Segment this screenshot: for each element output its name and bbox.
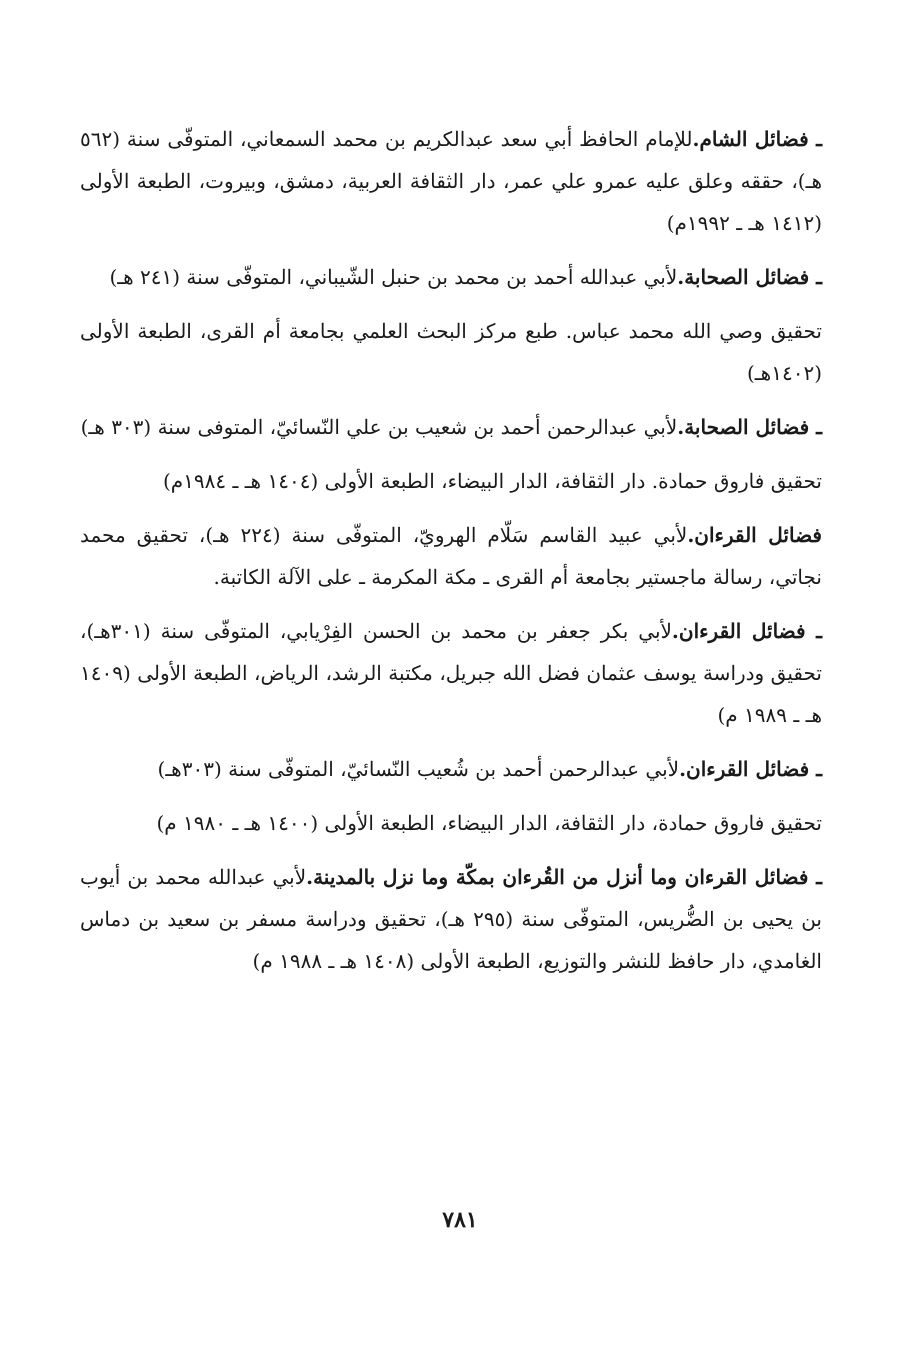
entry-text: لأبي عبدالرحمن أحمد بن شعيب بن علي النّسائيّ، المتوفى سنة (٣٠٣ هـ) <box>80 415 678 439</box>
entry-text: لأبي عبدالله محمد بن أيوب بن يحيى بن الضُّريس، المتوفّى سنة (٢٩٥ هـ)، تحقيق ودراسة مسفر بن سعيد بن دماس الغامدي، دار حافظ للنشر والتوزيع، الطبعة الأولى (١٤٠٨ هـ ـ ١٩٨٨ م) <box>80 865 822 973</box>
bibliography-entry <box>80 514 822 598</box>
entry-text: لأبي عبدالرحمن أحمد بن شُعيب النّسائيّ، المتوفّى سنة (٣٠٣هـ) <box>157 757 680 781</box>
entry-title: ـ فضائل القرءان. <box>671 619 822 643</box>
bibliography-page <box>80 118 822 994</box>
entry-note: تحقيق فاروق حمادة. دار الثقافة، الدار البيضاء، الطبعة الأولى (١٤٠٤ هـ ـ ١٩٨٤م) <box>162 469 822 493</box>
entry-title: ـ فضائل الشام. <box>692 127 822 151</box>
bibliography-entry <box>80 118 822 244</box>
entry-title: ـ فضائل الصحابة. <box>677 415 822 439</box>
entry-text: للإمام الحافظ أبي سعد عبدالكريم بن محمد السمعاني، المتوفّى سنة (٥٦٢ هـ)، حققه وعلق عليه عمرو علي عمر، دار الثقافة العربية، دمشق، وبيروت، الطبعة الأولى (١٤١٢ هـ ـ ١٩٩٢م) <box>80 127 822 235</box>
bibliography-entry <box>80 256 822 298</box>
entry-text: لأبي عبيد القاسم سَلّام الهرويّ، المتوفّى سنة (٢٢٤ هـ)، تحقيق محمد نجاتي، رسالة ماجستير بجامعة أم القرى ـ مكة المكرمة ـ على الآلة الكاتبة. <box>80 523 822 589</box>
page-number: ٧٨١ <box>442 1207 478 1233</box>
entry-text: لأبي بكر جعفر بن محمد بن الحسن الفِرْيابي، المتوفّى سنة (٣٠١هـ)، تحقيق ودراسة يوسف عثمان فضل الله جبريل، مكتبة الرشد، الرياض، الطبعة الأولى (١٤٠٩ هـ ـ ١٩٨٩ م) <box>80 619 822 727</box>
entry-title: ـ فضائل الصحابة. <box>677 265 822 289</box>
entry-title: ـ فضائل القرءان. <box>679 757 822 781</box>
bibliography-entry <box>80 610 822 736</box>
bibliography-entry <box>80 856 822 982</box>
entry-note: تحقيق وصي الله محمد عباس. طبع مركز البحث العلمي بجامعة أم القرى، الطبعة الأولى (١٤٠٢هـ) <box>80 319 822 385</box>
entry-note: تحقيق فاروق حمادة، دار الثقافة، الدار البيضاء، الطبعة الأولى (١٤٠٠ هـ ـ ١٩٨٠ م) <box>156 811 822 835</box>
entry-text: لأبي عبدالله أحمد بن محمد بن حنبل الشّيباني، المتوفّى سنة (٢٤١ هـ) <box>109 265 678 289</box>
bibliography-entry <box>80 406 822 448</box>
entry-title: ـ فضائل القرءان وما أنزل من القُرءان بمكّة وما نزل بالمدينة. <box>306 865 822 889</box>
bibliography-entry <box>80 748 822 790</box>
entry-title: فضائل القرءان. <box>687 523 822 547</box>
